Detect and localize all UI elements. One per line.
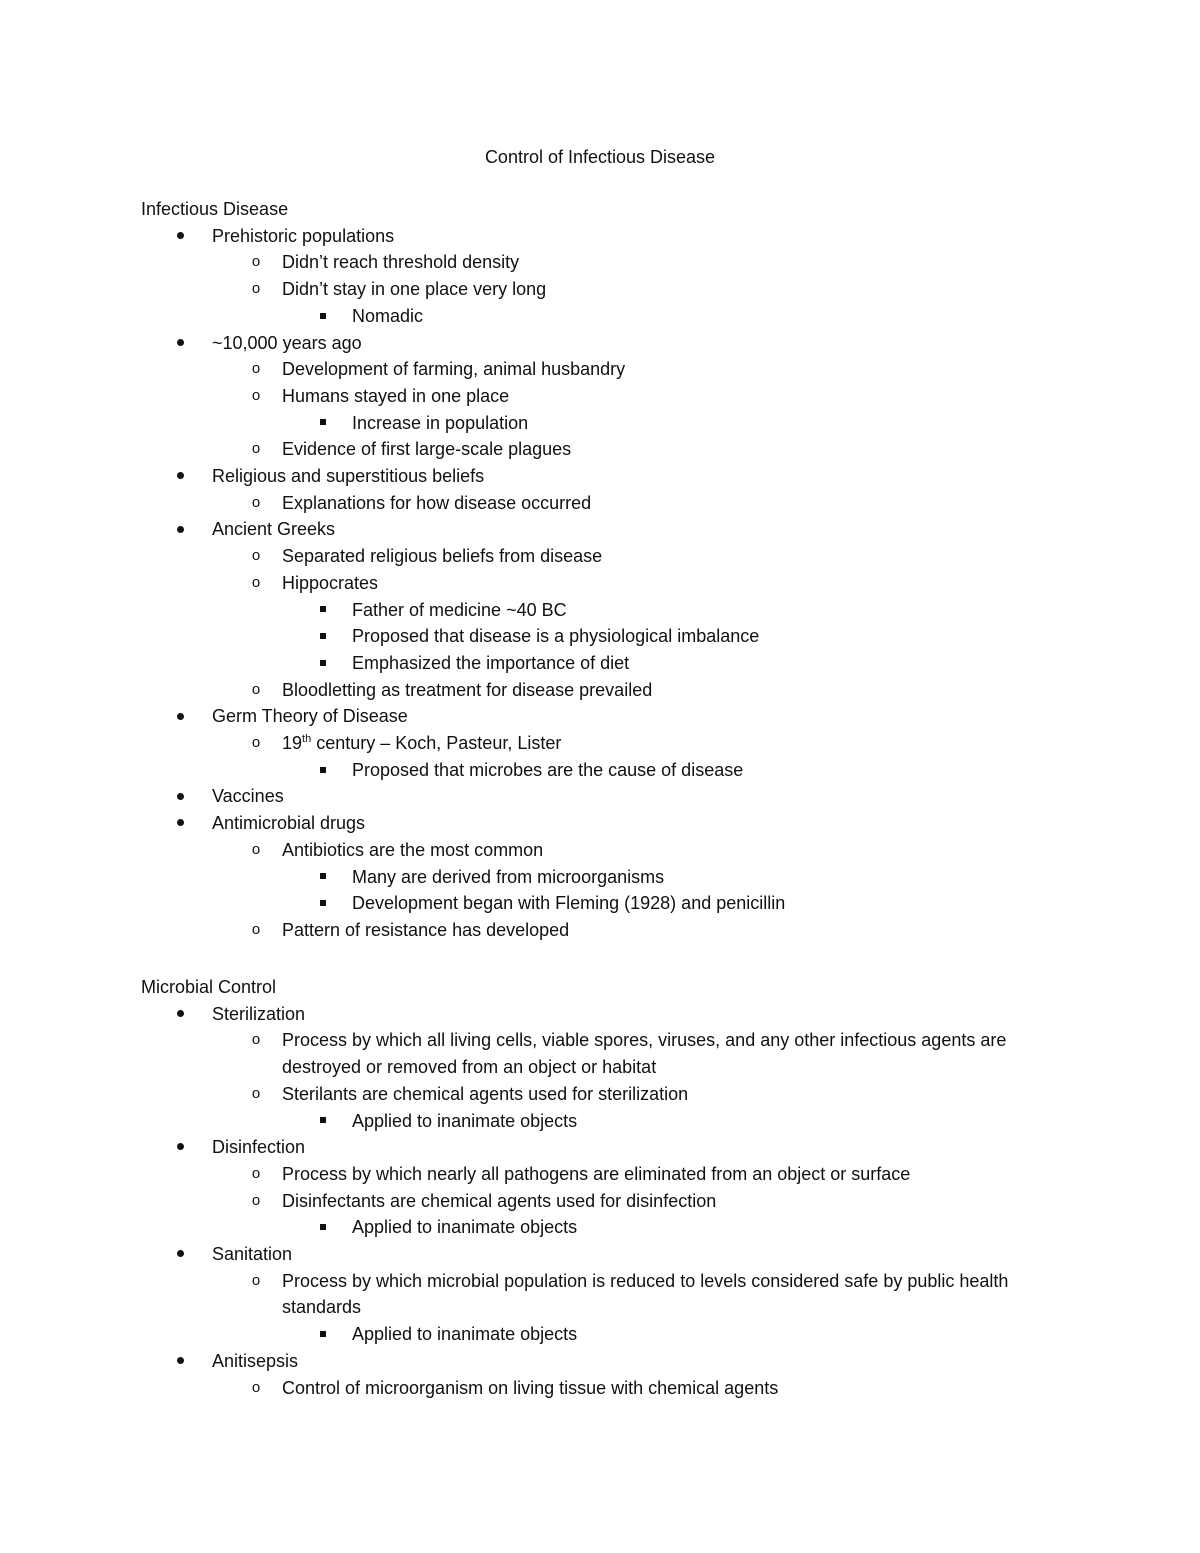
bullet-disc-icon — [170, 1241, 190, 1268]
outline-list — [141, 1001, 1081, 1402]
outline-item-text: Pattern of resistance has developed — [282, 919, 570, 940]
bullet-disc-icon — [170, 1134, 190, 1161]
outline-item-text: Germ Theory of Disease — [212, 706, 408, 727]
outline-item-text-rest: century – Koch, Pasteur, Lister — [311, 733, 562, 754]
outline-item-level-3 — [141, 864, 1081, 891]
bullet-square-icon — [313, 597, 333, 624]
outline-item-text: Didn’t stay in one place very long — [282, 279, 547, 300]
outline-item-level-1 — [141, 1001, 1081, 1028]
outline-item-text: Explanations for how disease occurred — [282, 492, 592, 513]
outline-item-level-1 — [141, 463, 1081, 490]
outline-item-level-3 — [141, 1108, 1081, 1135]
outline-item-text: Antimicrobial drugs — [212, 813, 366, 834]
outline-item-text: Antibiotics are the most common — [282, 839, 544, 860]
outline-item-level-1 — [141, 783, 1081, 810]
section-infectious-disease — [141, 196, 1081, 944]
outline-item-level-2 — [141, 677, 1081, 704]
bullet-square-icon — [313, 890, 333, 917]
bullet-circle-icon: o — [251, 840, 261, 858]
outline-item-level-2 — [141, 1375, 1081, 1402]
outline-item-text: Humans stayed in one place — [282, 385, 510, 406]
outline-item-level-2 — [141, 837, 1081, 864]
outline-list — [141, 223, 1081, 944]
outline-item-level-1 — [141, 1134, 1081, 1161]
outline-item-text: Development began with Fleming (1928) and penicillin — [352, 893, 786, 914]
outline-item-level-1 — [141, 330, 1081, 357]
outline-item-text: Sanitation — [212, 1244, 293, 1265]
outline-item-text: Disinfection — [212, 1137, 306, 1158]
outline-item-level-3 — [141, 597, 1081, 624]
outline-item-level-1 — [141, 516, 1081, 543]
outline-item-level-3 — [141, 410, 1081, 437]
outline-item-text: Applied to inanimate objects — [352, 1217, 578, 1238]
outline-item-text: Process by which microbial population is reduced to levels considered safe by public health standards — [282, 1270, 1009, 1318]
outline-item-text: Disinfectants are chemical agents used for disinfection — [282, 1190, 717, 1211]
outline-item-text: Applied to inanimate objects — [352, 1110, 578, 1131]
outline-item-level-1 — [141, 810, 1081, 837]
outline-item-level-2 — [141, 249, 1081, 276]
outline-item-text: Emphasized the importance of diet — [352, 652, 630, 673]
bullet-square-icon — [313, 1108, 333, 1135]
outline-item-level-3 — [141, 303, 1081, 330]
outline-item-level-3 — [141, 1214, 1081, 1241]
outline-item-level-2 — [141, 543, 1081, 570]
bullet-disc-icon — [170, 330, 190, 357]
bullet-square-icon — [313, 303, 333, 330]
outline-item-level-1 — [141, 1348, 1081, 1375]
outline-item-text: ~10,000 years ago — [212, 332, 362, 353]
outline-item-text: Many are derived from microorganisms — [352, 866, 665, 887]
bullet-circle-icon: o — [251, 1271, 261, 1289]
outline-item-text: Separated religious beliefs from disease — [282, 546, 603, 567]
bullet-circle-icon: o — [251, 547, 261, 565]
outline-item-level-2 — [141, 917, 1081, 944]
outline-item-text: Nomadic — [352, 305, 424, 326]
bullet-square-icon — [313, 757, 333, 784]
outline-item-text: Anitisepsis — [212, 1350, 299, 1371]
outline-item-level-1 — [141, 223, 1081, 250]
outline-item-level-2 — [141, 570, 1081, 597]
bullet-circle-icon: o — [251, 920, 261, 938]
outline-item-text-prefix: 19 — [282, 733, 303, 754]
bullet-square-icon — [313, 864, 333, 891]
outline-item-level-2 — [141, 1188, 1081, 1215]
outline-item-level-3 — [141, 623, 1081, 650]
outline-item-text: Development of farming, animal husbandry — [282, 359, 626, 380]
bullet-circle-icon: o — [251, 440, 261, 458]
bullet-square-icon — [313, 650, 333, 677]
outline-item-text: Vaccines — [212, 786, 284, 807]
outline-item-text — [282, 730, 1081, 757]
outline-item-text: Process by which nearly all pathogens are eliminated from an object or surface — [282, 1163, 911, 1184]
bullet-disc-icon — [170, 703, 190, 730]
outline-item-level-2 — [141, 1268, 1081, 1321]
outline-item-level-2 — [141, 730, 1081, 757]
outline-item-text: Control of microorganism on living tissue with chemical agents — [282, 1377, 779, 1398]
outline-item-text: Sterilization — [212, 1003, 306, 1024]
outline-item-text: Proposed that disease is a physiological imbalance — [352, 626, 760, 647]
bullet-circle-icon: o — [251, 360, 261, 378]
outline-item-text: Sterilants are chemical agents used for sterilization — [282, 1083, 689, 1104]
bullet-square-icon — [313, 623, 333, 650]
bullet-circle-icon: o — [251, 1084, 261, 1102]
outline-item-text: Applied to inanimate objects — [352, 1324, 578, 1345]
document-title: Control of Infectious Disease — [484, 147, 716, 167]
outline-item-level-1 — [141, 1241, 1081, 1268]
bullet-circle-icon: o — [251, 734, 261, 752]
bullet-disc-icon — [170, 223, 190, 250]
bullet-disc-icon — [170, 810, 190, 837]
outline-item-text: Religious and superstitious beliefs — [212, 466, 485, 487]
outline-item-text: Bloodletting as treatment for disease prevailed — [282, 679, 653, 700]
bullet-disc-icon — [170, 1001, 190, 1028]
bullet-circle-icon: o — [251, 573, 261, 591]
section-microbial-control — [141, 974, 1081, 1401]
outline-item-level-3 — [141, 757, 1081, 784]
section-heading: Infectious Disease — [141, 199, 289, 219]
bullet-circle-icon: o — [251, 1378, 261, 1396]
bullet-circle-icon: o — [251, 1031, 261, 1049]
section-heading: Microbial Control — [141, 977, 277, 997]
outline-item-text: Hippocrates — [282, 572, 379, 593]
bullet-circle-icon: o — [251, 493, 261, 511]
outline-item-text: Didn’t reach threshold density — [282, 252, 520, 273]
bullet-circle-icon: o — [251, 680, 261, 698]
bullet-disc-icon — [170, 783, 190, 810]
outline-item-level-2 — [141, 1081, 1081, 1108]
outline-item-text: Increase in population — [352, 412, 529, 433]
outline-item-level-3 — [141, 650, 1081, 677]
outline-item-level-2 — [141, 356, 1081, 383]
outline-item-text: Father of medicine ~40 BC — [352, 599, 567, 620]
outline-item-level-3 — [141, 890, 1081, 917]
bullet-square-icon — [313, 1214, 333, 1241]
outline-item-text: Proposed that microbes are the cause of disease — [352, 759, 744, 780]
outline-item-text: Evidence of first large-scale plagues — [282, 439, 572, 460]
bullet-square-icon — [313, 1321, 333, 1348]
bullet-circle-icon: o — [251, 386, 261, 404]
bullet-circle-icon: o — [251, 253, 261, 271]
outline-item-level-2 — [141, 1161, 1081, 1188]
bullet-circle-icon: o — [251, 1191, 261, 1209]
outline-item-level-1 — [141, 703, 1081, 730]
bullet-disc-icon — [170, 1348, 190, 1375]
bullet-circle-icon: o — [251, 1164, 261, 1182]
bullet-square-icon — [313, 410, 333, 437]
bullet-disc-icon — [170, 516, 190, 543]
outline-item-text: Process by which all living cells, viable spores, viruses, and any other infectious agents are destroyed or removed from an object or habitat — [282, 1030, 1007, 1078]
outline-item-level-2 — [141, 490, 1081, 517]
outline-item-text: Prehistoric populations — [212, 225, 395, 246]
bullet-circle-icon: o — [251, 280, 261, 298]
ordinal-superscript: th — [302, 733, 312, 746]
outline-item-level-2 — [141, 436, 1081, 463]
outline-item-level-2 — [141, 276, 1081, 303]
outline-item-level-2 — [141, 383, 1081, 410]
outline-item-text: Ancient Greeks — [212, 519, 336, 540]
bullet-disc-icon — [170, 463, 190, 490]
outline-item-level-2 — [141, 1027, 1081, 1080]
outline-item-level-3 — [141, 1321, 1081, 1348]
